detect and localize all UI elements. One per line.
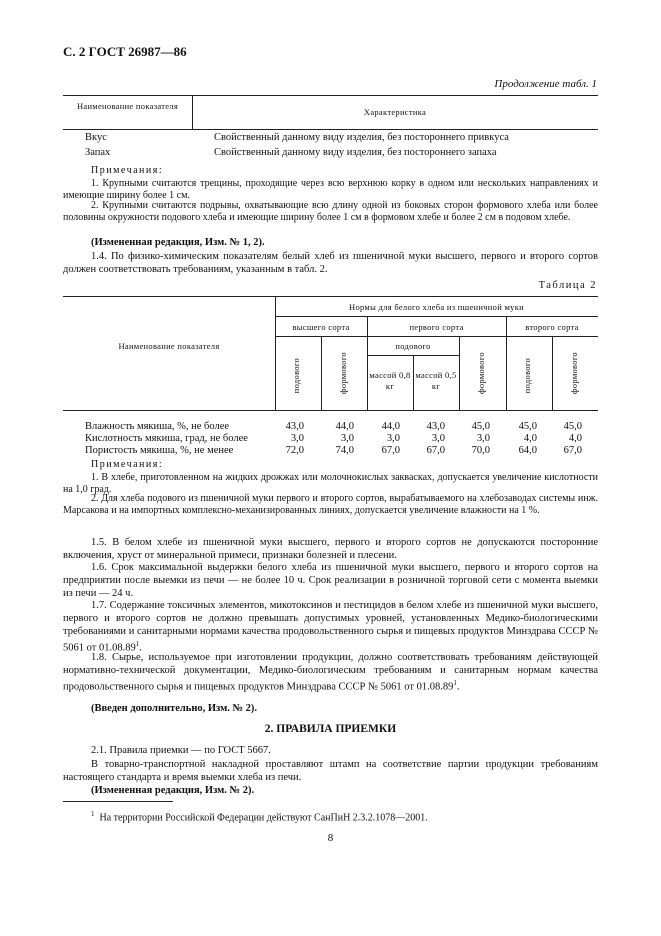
page-number: 8: [327, 832, 334, 844]
mass-header: массой 0,5 кг: [415, 370, 457, 391]
table2-norms-header: Нормы для белого хлеба из пшеничной муки: [349, 302, 524, 312]
footnote-separator: [63, 801, 173, 802]
table1-row-name: Вкус: [85, 132, 107, 143]
grade-second-header: второго сорта: [525, 322, 579, 332]
paragraph-1-7-text: 1.7. Содержание токсичных элементов, микотоксинов и пестицидов в белом хлебе из пшеничной муки высшего, первого и второго сортов не должно превышать допустимых уровней, установленных Медико-биологическими требованиями и санитарными нормами качества продовольственного сырья и пищевых продуктов Минздрава СССР № 5061 от 01.08.89: [63, 600, 598, 654]
table-cell: 3,0: [290, 433, 304, 444]
paragraph-1-4: 1.4. По физико-химическим показателям белый хлеб из пшеничной муки высшего, первого и второго сортов должен соответствовать требованиям, указанным в табл. 2.: [63, 251, 598, 275]
footnote-ref: 1: [135, 640, 140, 648]
table-rule: [275, 316, 598, 317]
table-cell: 64,0: [518, 445, 537, 456]
table-cell: 72,0: [285, 445, 304, 456]
page-header: С. 2 ГОСТ 26987—86: [63, 44, 187, 59]
table-cell: 67,0: [563, 445, 582, 456]
table-rule: [459, 336, 460, 410]
amendment-note: (Измененная редакция, Изм. № 2).: [91, 785, 255, 796]
table-continuation-label: Продолжение табл. 1: [494, 78, 597, 90]
table-cell: 3,0: [340, 433, 354, 444]
table2-row-name: Пористость мякиша, %, не менее: [85, 445, 234, 456]
amendment-note: (Введен дополнительно, Изм. № 2).: [91, 703, 258, 714]
footnote: [63, 808, 598, 824]
table-rule: [413, 355, 414, 410]
table-cell: 44,0: [335, 421, 354, 432]
paragraph-1-5: 1.5. В белом хлебе из пшеничной муки высшего, первого и второго сортов не допускаются посторонние включения, хруст от минеральной примеси, признаки болезней и плесени.: [63, 537, 598, 561]
paragraph-1-6: 1.6. Срок максимальной выдержки белого хлеба из пшеничной муки высшего, первого и второго сортов на предприятии после выемки из печи — не более 10 ч. Срок реализации в розничной торговой сети с момента выемки из печи — 24 ч.: [63, 562, 598, 599]
grade-first-header: первого сорта: [409, 322, 464, 332]
notes-title: Примечания:: [91, 165, 164, 176]
section-heading: 2. ПРАВИЛА ПРИЕМКИ: [264, 723, 397, 735]
table-cell: 67,0: [426, 445, 445, 456]
table1-row-value: Свойственный данному виду изделия, без постороннего запаха: [214, 147, 497, 158]
table-rule: [63, 95, 598, 96]
table-cell: 45,0: [563, 421, 582, 432]
note-item: 1. Крупными считаются трещины, проходящие через всю верхнюю корку в одном или нескольких направлениях и имеющие ширину более 1 см.: [63, 178, 598, 201]
table-cell: 44,0: [381, 421, 400, 432]
table2-col-name-header: Наименование показателя: [118, 341, 220, 351]
table-rule: [552, 336, 553, 410]
table-cell: 74,0: [335, 445, 354, 456]
footnote-text: На территории Российской Федерации действуют СанПиН 2.3.2.1078—2001.: [99, 812, 428, 824]
table-cell: 4,0: [523, 433, 537, 444]
table-cell: 45,0: [471, 421, 490, 432]
note-item: 1. В хлебе, приготовленном на жидких дрожжах или молочнокислых заквасках, допускается увеличение кислотности на 1,0 град.: [63, 472, 598, 495]
table2-row-name: Влажность мякиша, %, не более: [85, 421, 230, 432]
table-cell: 45,0: [518, 421, 537, 432]
notes-title: Примечания:: [91, 459, 164, 470]
table-cell: 67,0: [381, 445, 400, 456]
table-rule: [275, 296, 276, 410]
paragraph-1-7: 1.7. Содержание токсичных элементов, микотоксинов и пестицидов в белом хлебе из пшеничной муки высшего, первого и второго сортов не должно превышать допустимых уровней, установленных Медико-биологическими требованиями и санитарными нормами качества продовольственного сырья и пищевых продуктов Минздрава СССР № 5061 от 01.08.89$^1$.: [63, 600, 598, 654]
paragraph-1-8: 1.8. Сырье, используемое при изготовлении продукции, должно соответствовать требованиям действующей нормативно-технической документации, Медико-биологическим требованиям и санитарным нормам качества продовольственного сырья и пищевых продуктов Минздрава СССР № 5061 от 01.08.89$^1$.: [63, 652, 598, 693]
formovoy-header: формового: [569, 352, 579, 394]
formovoy-header: формового: [476, 352, 486, 394]
table-rule: [63, 129, 598, 130]
paragraph-2-2: В товарно-транспортной накладной проставляют штамп на соответствие партии продукции требованиям настоящего стандарта и время выемки хлеба из печи.: [63, 759, 598, 783]
footnote-ref: 1: [453, 679, 457, 687]
table1-col2-header: Характеристика: [363, 107, 427, 117]
table-rule: [63, 410, 598, 411]
table-cell: 3,0: [431, 433, 445, 444]
mass-header: массой 0,8 кг: [369, 370, 411, 391]
table-cell: 43,0: [285, 421, 304, 432]
footnote-mark: 1: [91, 810, 95, 818]
podovoy-group-header: подового: [395, 341, 431, 351]
note-item: 2. Для хлеба подового из пшеничной муки первого и второго сортов, вырабатываемого на хлебозаводах системы инж. Марсакова и на импортных комплексно-механизированных линиях, допускается увеличение влажности на 1 %.: [63, 493, 598, 516]
podovoy-header: подового: [522, 358, 532, 394]
table1-col1-header: Наименование показателя: [76, 101, 179, 111]
table-rule: [321, 336, 322, 410]
table1-row-name: Запах: [85, 147, 111, 158]
table-rule: [275, 336, 598, 337]
table-cell: 3,0: [386, 433, 400, 444]
amendment-note: (Измененная редакция, Изм. № 1, 2).: [91, 237, 265, 248]
paragraph-2-1: 2.1. Правила приемки — по ГОСТ 5667.: [91, 745, 271, 756]
formovoy-header: формового: [338, 352, 348, 394]
table-caption: Таблица 2: [538, 280, 597, 291]
paragraph-1-8-text: 1.8. Сырье, используемое при изготовлении продукции, должно соответствовать требованиям действующей нормативно-технической документации, Медико-биологическим требованиям и санитарным нормам качества продовольственного сырья и пищевых продуктов Минздрава СССР № 5061 от 01.08.89: [63, 652, 598, 693]
note-item: 2. Крупными считаются подрывы, охватывающие всю длину одной из боковых сторон формового хлеба или более половины окружности подового хлеба и имеющие ширину более 1 см в формовом хлебе и более 2 см в подовом хлебе.: [63, 200, 598, 223]
table-rule: [63, 296, 598, 297]
podovoy-header: подового: [291, 358, 301, 394]
table1-row-value: Свойственный данному виду изделия, без постороннего привкуса: [214, 132, 509, 143]
grade-high-header: высшего сорта: [292, 322, 350, 332]
table-cell: 43,0: [426, 421, 445, 432]
table-cell: 3,0: [476, 433, 490, 444]
table-cell: 4,0: [568, 433, 582, 444]
table2-row-name: Кислотность мякиша, град, не более: [85, 433, 248, 444]
table-cell: 70,0: [471, 445, 490, 456]
